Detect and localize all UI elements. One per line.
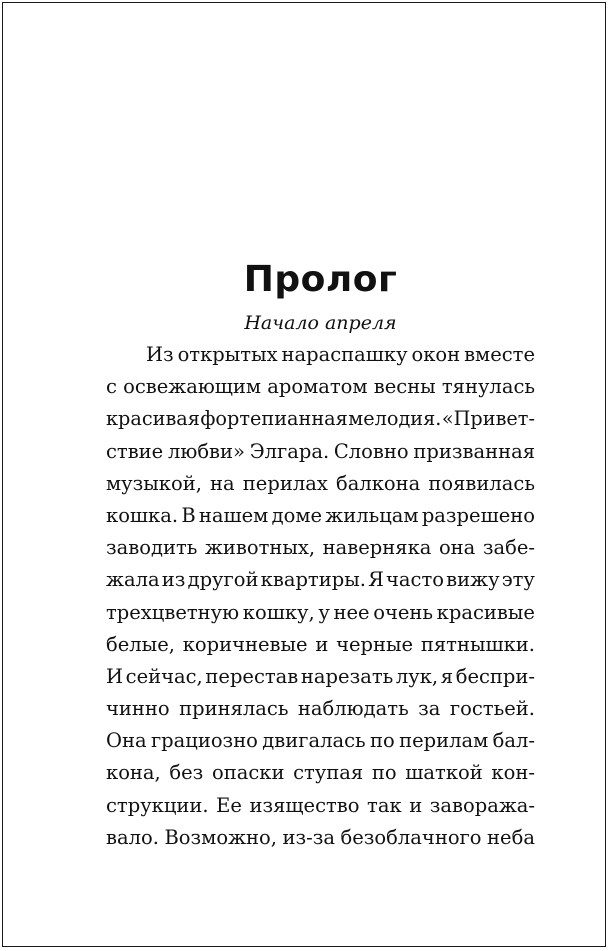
text-line: с освежающим ароматом весны тянулась xyxy=(106,375,535,399)
text-line: белые, коричневые и черные пятнышки. xyxy=(106,632,535,656)
text-line: жала из другой квартиры. Я часто вижу эту xyxy=(106,568,535,592)
text-line: Из открытых нараспашку окон вместе xyxy=(146,343,535,366)
body-paragraph xyxy=(106,339,535,854)
text-line: струкции. Ее изящество так и завоража- xyxy=(106,793,535,817)
text-line: ствие любви» Элгара. Словно призванная xyxy=(106,439,535,463)
text-line: красивая фортепианная мелодия. «Привет- xyxy=(106,407,535,431)
text-line: заводить животных, наверняка она забе- xyxy=(106,536,535,560)
text-line: чинно принялась наблюдать за гостьей. xyxy=(106,697,535,721)
text-line: музыкой, на перилах балкона появилась xyxy=(106,471,535,495)
text-line: трехцветную кошку, у нее очень красивые xyxy=(106,600,535,624)
chapter-subtitle: Начало апреля xyxy=(244,312,397,334)
text-line: кошка. В нашем доме жильцам разрешено xyxy=(106,503,535,527)
chapter-title: Пролог xyxy=(243,259,398,300)
text-line: вало. Возможно, из-за безоблачного неба xyxy=(106,825,535,849)
book-page xyxy=(2,2,606,947)
page-content xyxy=(106,253,535,854)
text-line: кона, без опаски ступая по шаткой кон- xyxy=(106,761,535,785)
text-line: Она грациозно двигалась по перилам бал- xyxy=(106,729,535,753)
text-line: И сейчас, перестав нарезать лук, я беспри- xyxy=(106,664,535,688)
